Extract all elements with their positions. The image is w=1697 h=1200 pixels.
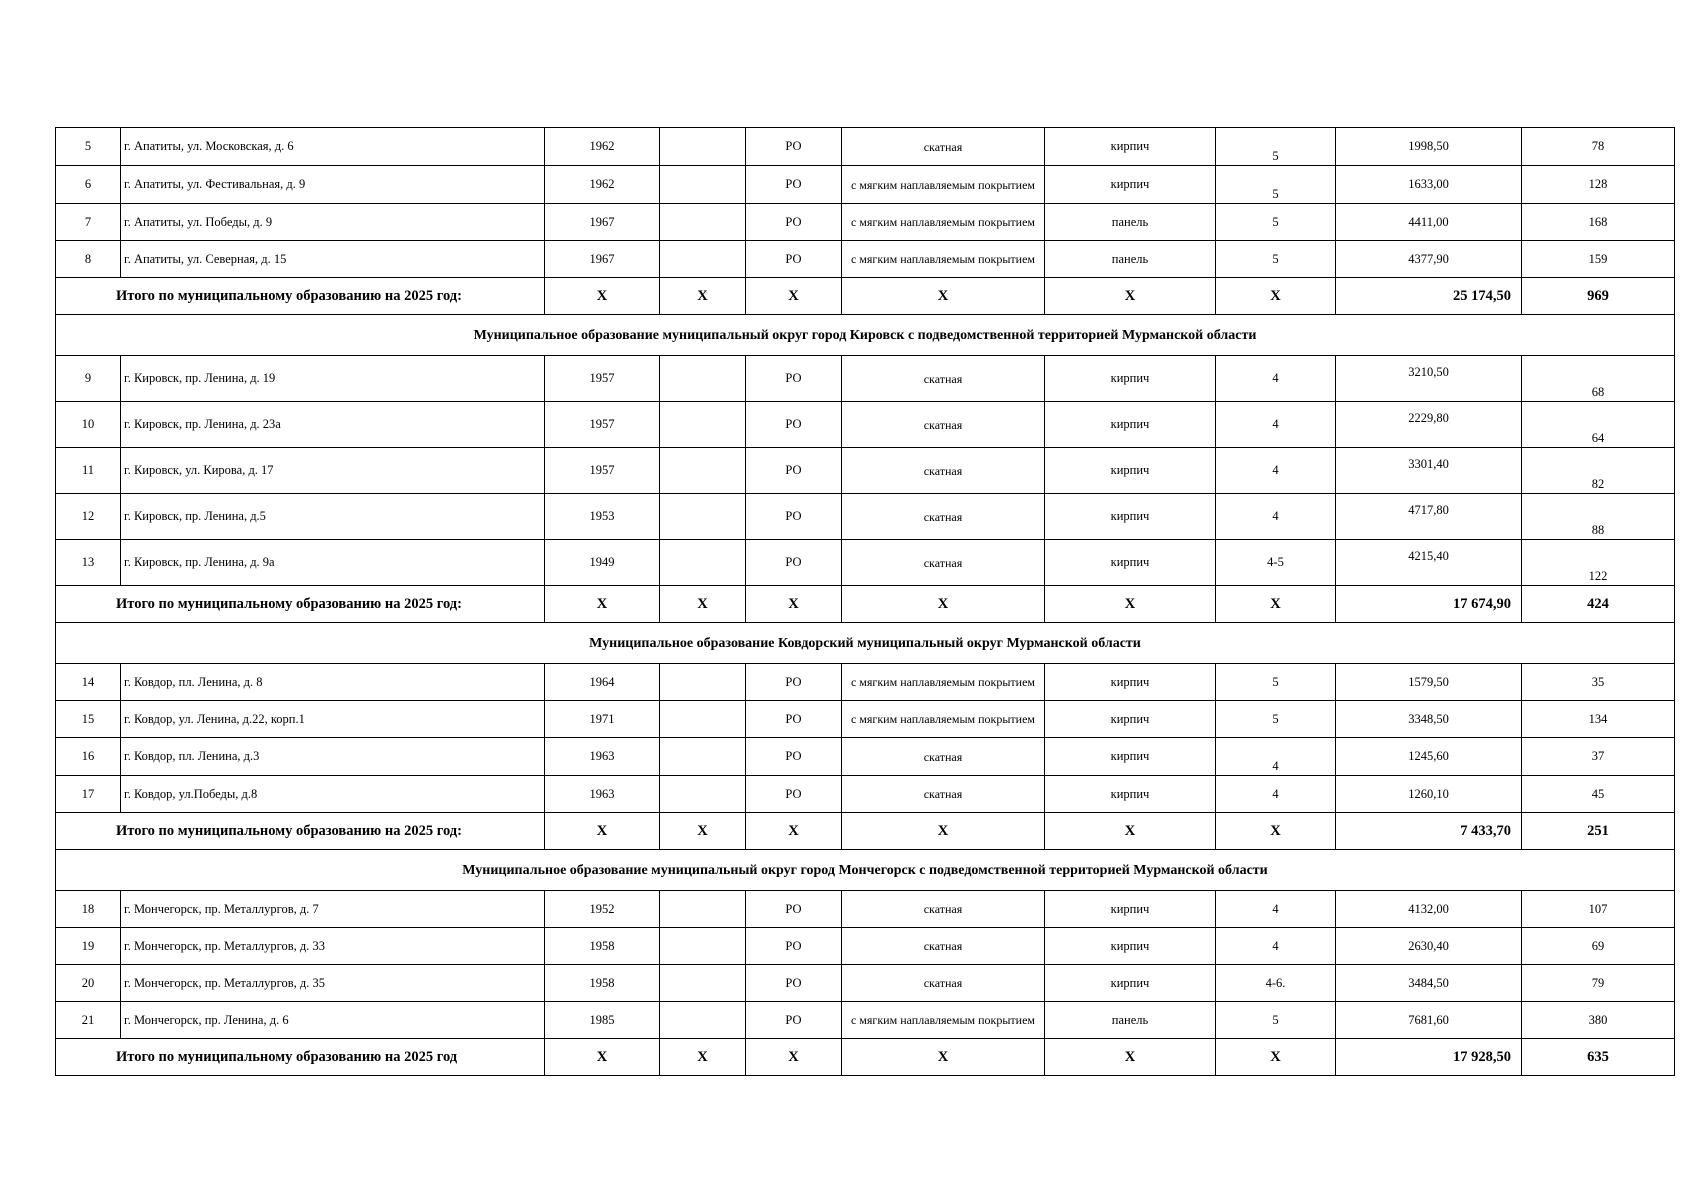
row-number-cell: 13 (56, 540, 121, 586)
area-cell: 4215,40 (1336, 540, 1522, 586)
roof-type-cell: с мягким наплавляемым покрытием (842, 166, 1045, 204)
table-row (56, 891, 1675, 928)
wall-material-cell: кирпич (1045, 664, 1216, 701)
residents-cell: 68 (1522, 356, 1675, 402)
roof-type-cell: скатная (842, 128, 1045, 166)
area-cell: 1633,00 (1336, 166, 1522, 204)
wall-material-cell: панель (1045, 204, 1216, 241)
address-cell: г. Апатиты, ул. Победы, д. 9 (121, 204, 545, 241)
method-cell: РО (746, 356, 842, 402)
x-mark-cell: X (660, 1039, 746, 1076)
floors-cell: 5 (1216, 128, 1336, 166)
empty-cell (660, 664, 746, 701)
residents-cell: 380 (1522, 1002, 1675, 1039)
roof-type-cell: с мягким наплавляемым покрытием (842, 241, 1045, 278)
floors-cell: 4-6. (1216, 965, 1336, 1002)
table-row (56, 965, 1675, 1002)
empty-cell (660, 204, 746, 241)
empty-cell (660, 241, 746, 278)
section-header-row (56, 623, 1675, 664)
total-residents-cell: 635 (1522, 1039, 1675, 1076)
roof-type-cell: с мягким наплавляемым покрытием (842, 701, 1045, 738)
roof-type-cell: с мягким наплавляемым покрытием (842, 664, 1045, 701)
address-cell: г. Кировск, пр. Ленина, д. 23а (121, 402, 545, 448)
area-cell: 3348,50 (1336, 701, 1522, 738)
row-number-cell: 17 (56, 776, 121, 813)
table-row (56, 166, 1675, 204)
method-cell: РО (746, 965, 842, 1002)
total-area-cell: 7 433,70 (1336, 813, 1522, 850)
empty-cell (660, 738, 746, 776)
year-cell: 1957 (545, 448, 660, 494)
year-cell: 1962 (545, 166, 660, 204)
address-cell: г. Мончегорск, пр. Металлургов, д. 35 (121, 965, 545, 1002)
area-cell: 1998,50 (1336, 128, 1522, 166)
year-cell: 1963 (545, 738, 660, 776)
table-row (56, 128, 1675, 166)
table-row (56, 1002, 1675, 1039)
x-mark-cell: X (1045, 586, 1216, 623)
table-body (56, 128, 1675, 1076)
address-cell: г. Ковдор, ул.Победы, д.8 (121, 776, 545, 813)
wall-material-cell: кирпич (1045, 494, 1216, 540)
floors-cell: 4 (1216, 776, 1336, 813)
row-number-cell: 7 (56, 204, 121, 241)
row-number-cell: 18 (56, 891, 121, 928)
floors-cell: 4 (1216, 402, 1336, 448)
row-number-cell: 10 (56, 402, 121, 448)
wall-material-cell: кирпич (1045, 776, 1216, 813)
table-row (56, 204, 1675, 241)
x-mark-cell: X (746, 586, 842, 623)
total-area-cell: 25 174,50 (1336, 278, 1522, 315)
method-cell: РО (746, 540, 842, 586)
area-cell: 1579,50 (1336, 664, 1522, 701)
method-cell: РО (746, 776, 842, 813)
floors-cell: 5 (1216, 204, 1336, 241)
residents-cell: 69 (1522, 928, 1675, 965)
row-number-cell: 9 (56, 356, 121, 402)
year-cell: 1952 (545, 891, 660, 928)
section-title: Муниципальное образование муниципальный округ город Кировск с подведомственной территорией Мурманской области (56, 315, 1675, 356)
roof-type-cell: скатная (842, 928, 1045, 965)
x-mark-cell: X (545, 813, 660, 850)
x-mark-cell: X (660, 813, 746, 850)
wall-material-cell: кирпич (1045, 540, 1216, 586)
row-number-cell: 15 (56, 701, 121, 738)
wall-material-cell: кирпич (1045, 356, 1216, 402)
table-row (56, 494, 1675, 540)
empty-cell (660, 494, 746, 540)
empty-cell (660, 128, 746, 166)
row-number-cell: 12 (56, 494, 121, 540)
table-row (56, 664, 1675, 701)
residents-cell: 82 (1522, 448, 1675, 494)
total-label: Итого по муниципальному образованию на 2025 год (56, 1039, 545, 1076)
roof-type-cell: скатная (842, 494, 1045, 540)
address-cell: г. Ковдор, пл. Ленина, д.3 (121, 738, 545, 776)
floors-cell: 4 (1216, 356, 1336, 402)
year-cell: 1971 (545, 701, 660, 738)
method-cell: РО (746, 204, 842, 241)
area-cell: 4717,80 (1336, 494, 1522, 540)
empty-cell (660, 701, 746, 738)
empty-cell (660, 965, 746, 1002)
x-mark-cell: X (842, 278, 1045, 315)
year-cell: 1957 (545, 402, 660, 448)
total-row (56, 1039, 1675, 1076)
roof-type-cell: скатная (842, 776, 1045, 813)
roof-type-cell: скатная (842, 891, 1045, 928)
total-label: Итого по муниципальному образованию на 2025 год: (56, 278, 545, 315)
method-cell: РО (746, 241, 842, 278)
x-mark-cell: X (1216, 278, 1336, 315)
year-cell: 1967 (545, 204, 660, 241)
table-row (56, 356, 1675, 402)
x-mark-cell: X (1216, 813, 1336, 850)
method-cell: РО (746, 664, 842, 701)
table-row (56, 402, 1675, 448)
area-cell: 4411,00 (1336, 204, 1522, 241)
total-row (56, 813, 1675, 850)
row-number-cell: 20 (56, 965, 121, 1002)
row-number-cell: 8 (56, 241, 121, 278)
floors-cell: 5 (1216, 241, 1336, 278)
year-cell: 1953 (545, 494, 660, 540)
roof-type-cell: скатная (842, 356, 1045, 402)
area-cell: 1260,10 (1336, 776, 1522, 813)
residents-cell: 159 (1522, 241, 1675, 278)
section-title: Муниципальное образование Ковдорский муниципальный округ Мурманской области (56, 623, 1675, 664)
table-row (56, 776, 1675, 813)
area-cell: 2630,40 (1336, 928, 1522, 965)
residents-cell: 134 (1522, 701, 1675, 738)
x-mark-cell: X (545, 586, 660, 623)
wall-material-cell: кирпич (1045, 128, 1216, 166)
x-mark-cell: X (1216, 1039, 1336, 1076)
residents-cell: 78 (1522, 128, 1675, 166)
address-cell: г. Мончегорск, пр. Ленина, д. 6 (121, 1002, 545, 1039)
section-title: Муниципальное образование муниципальный округ город Мончегорск с подведомственной территорией Мурманской области (56, 850, 1675, 891)
address-cell: г. Ковдор, пл. Ленина, д. 8 (121, 664, 545, 701)
area-cell: 4132,00 (1336, 891, 1522, 928)
area-cell: 2229,80 (1336, 402, 1522, 448)
area-cell: 3301,40 (1336, 448, 1522, 494)
floors-cell: 5 (1216, 701, 1336, 738)
total-label: Итого по муниципальному образованию на 2025 год: (56, 813, 545, 850)
year-cell: 1957 (545, 356, 660, 402)
wall-material-cell: панель (1045, 1002, 1216, 1039)
table-row (56, 540, 1675, 586)
method-cell: РО (746, 1002, 842, 1039)
address-cell: г. Кировск, пр. Ленина, д.5 (121, 494, 545, 540)
residents-cell: 88 (1522, 494, 1675, 540)
empty-cell (660, 166, 746, 204)
address-cell: г. Апатиты, ул. Северная, д. 15 (121, 241, 545, 278)
wall-material-cell: кирпич (1045, 402, 1216, 448)
wall-material-cell: кирпич (1045, 166, 1216, 204)
table-row (56, 241, 1675, 278)
area-cell: 3484,50 (1336, 965, 1522, 1002)
x-mark-cell: X (842, 1039, 1045, 1076)
total-row (56, 586, 1675, 623)
x-mark-cell: X (545, 1039, 660, 1076)
x-mark-cell: X (842, 586, 1045, 623)
method-cell: РО (746, 494, 842, 540)
method-cell: РО (746, 128, 842, 166)
empty-cell (660, 891, 746, 928)
empty-cell (660, 776, 746, 813)
row-number-cell: 16 (56, 738, 121, 776)
method-cell: РО (746, 166, 842, 204)
floors-cell: 4 (1216, 891, 1336, 928)
total-area-cell: 17 928,50 (1336, 1039, 1522, 1076)
address-cell: г. Кировск, пр. Ленина, д. 9а (121, 540, 545, 586)
wall-material-cell: кирпич (1045, 738, 1216, 776)
method-cell: РО (746, 402, 842, 448)
residents-cell: 168 (1522, 204, 1675, 241)
row-number-cell: 19 (56, 928, 121, 965)
address-cell: г. Апатиты, ул. Фестивальная, д. 9 (121, 166, 545, 204)
method-cell: РО (746, 891, 842, 928)
wall-material-cell: кирпич (1045, 701, 1216, 738)
address-cell: г. Кировск, ул. Кирова, д. 17 (121, 448, 545, 494)
x-mark-cell: X (842, 813, 1045, 850)
empty-cell (660, 928, 746, 965)
residents-cell: 45 (1522, 776, 1675, 813)
empty-cell (660, 448, 746, 494)
method-cell: РО (746, 701, 842, 738)
total-label: Итого по муниципальному образованию на 2025 год: (56, 586, 545, 623)
residents-cell: 37 (1522, 738, 1675, 776)
year-cell: 1967 (545, 241, 660, 278)
x-mark-cell: X (1045, 1039, 1216, 1076)
empty-cell (660, 356, 746, 402)
roof-type-cell: скатная (842, 965, 1045, 1002)
floors-cell: 4 (1216, 494, 1336, 540)
address-cell: г. Кировск, пр. Ленина, д. 19 (121, 356, 545, 402)
table-row (56, 928, 1675, 965)
total-residents-cell: 969 (1522, 278, 1675, 315)
x-mark-cell: X (1045, 278, 1216, 315)
row-number-cell: 11 (56, 448, 121, 494)
area-cell: 4377,90 (1336, 241, 1522, 278)
floors-cell: 4 (1216, 738, 1336, 776)
row-number-cell: 6 (56, 166, 121, 204)
residents-cell: 122 (1522, 540, 1675, 586)
wall-material-cell: кирпич (1045, 928, 1216, 965)
year-cell: 1958 (545, 928, 660, 965)
year-cell: 1962 (545, 128, 660, 166)
x-mark-cell: X (746, 813, 842, 850)
roof-type-cell: скатная (842, 738, 1045, 776)
address-cell: г. Апатиты, ул. Московская, д. 6 (121, 128, 545, 166)
roof-type-cell: скатная (842, 448, 1045, 494)
total-residents-cell: 251 (1522, 813, 1675, 850)
roof-type-cell: с мягким наплавляемым покрытием (842, 204, 1045, 241)
row-number-cell: 14 (56, 664, 121, 701)
floors-cell: 4 (1216, 448, 1336, 494)
x-mark-cell: X (660, 586, 746, 623)
method-cell: РО (746, 928, 842, 965)
x-mark-cell: X (660, 278, 746, 315)
x-mark-cell: X (1216, 586, 1336, 623)
year-cell: 1949 (545, 540, 660, 586)
method-cell: РО (746, 448, 842, 494)
x-mark-cell: X (746, 278, 842, 315)
roof-type-cell: скатная (842, 402, 1045, 448)
total-row (56, 278, 1675, 315)
x-mark-cell: X (1045, 813, 1216, 850)
floors-cell: 5 (1216, 664, 1336, 701)
area-cell: 1245,60 (1336, 738, 1522, 776)
table-row (56, 701, 1675, 738)
roof-type-cell: с мягким наплавляемым покрытием (842, 1002, 1045, 1039)
wall-material-cell: кирпич (1045, 891, 1216, 928)
year-cell: 1964 (545, 664, 660, 701)
total-residents-cell: 424 (1522, 586, 1675, 623)
area-cell: 7681,60 (1336, 1002, 1522, 1039)
floors-cell: 4 (1216, 928, 1336, 965)
residents-cell: 64 (1522, 402, 1675, 448)
wall-material-cell: панель (1045, 241, 1216, 278)
row-number-cell: 5 (56, 128, 121, 166)
floors-cell: 5 (1216, 166, 1336, 204)
address-cell: г. Мончегорск, пр. Металлургов, д. 7 (121, 891, 545, 928)
section-header-row (56, 850, 1675, 891)
floors-cell: 4-5 (1216, 540, 1336, 586)
empty-cell (660, 1002, 746, 1039)
year-cell: 1985 (545, 1002, 660, 1039)
table-row (56, 448, 1675, 494)
residents-cell: 128 (1522, 166, 1675, 204)
year-cell: 1958 (545, 965, 660, 1002)
empty-cell (660, 402, 746, 448)
housing-table (55, 127, 1675, 1076)
residents-cell: 79 (1522, 965, 1675, 1002)
empty-cell (660, 540, 746, 586)
total-area-cell: 17 674,90 (1336, 586, 1522, 623)
address-cell: г. Ковдор, ул. Ленина, д.22, корп.1 (121, 701, 545, 738)
wall-material-cell: кирпич (1045, 965, 1216, 1002)
row-number-cell: 21 (56, 1002, 121, 1039)
residents-cell: 35 (1522, 664, 1675, 701)
section-header-row (56, 315, 1675, 356)
area-cell: 3210,50 (1336, 356, 1522, 402)
floors-cell: 5 (1216, 1002, 1336, 1039)
address-cell: г. Мончегорск, пр. Металлургов, д. 33 (121, 928, 545, 965)
roof-type-cell: скатная (842, 540, 1045, 586)
x-mark-cell: X (545, 278, 660, 315)
wall-material-cell: кирпич (1045, 448, 1216, 494)
method-cell: РО (746, 738, 842, 776)
year-cell: 1963 (545, 776, 660, 813)
table-row (56, 738, 1675, 776)
residents-cell: 107 (1522, 891, 1675, 928)
x-mark-cell: X (746, 1039, 842, 1076)
